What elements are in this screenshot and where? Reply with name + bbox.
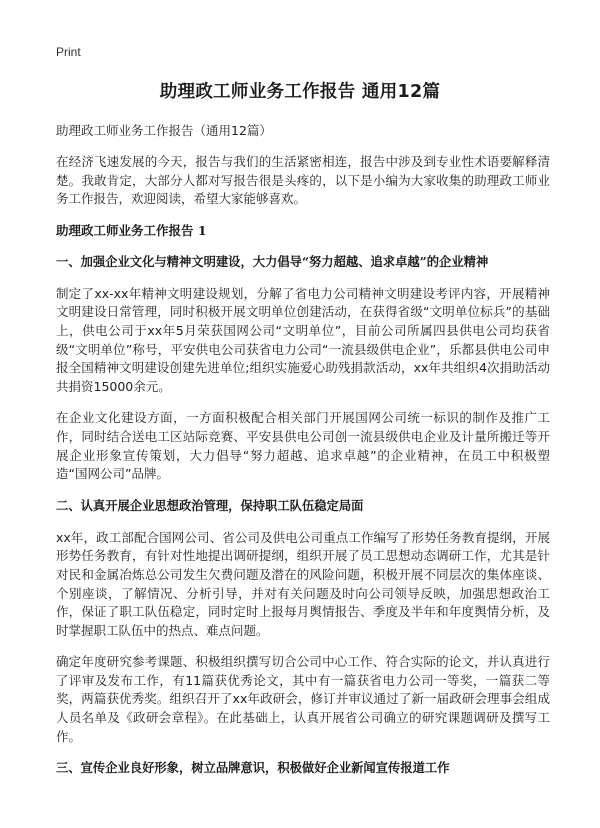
section-paragraph: 确定年度研究参考课题、积极组织撰写切合公司中心工作、符合实际的论文，并认真进行了评审及发布工作，有11篇获优秀论文，其中有一篇获省电力公司一等奖，一篇获二等奖，两篇获优秀奖。组织召开了xx年政研会，修订并审议通过了新一届政研会理事会组成人员名单及《政研会章程》。在此基础上，认真开展省公司确立的研究课题调研及撰写工作。 <box>56 654 550 744</box>
section-paragraph: 制定了xx-xx年精神文明建设规划，分解了省电力公司精神文明建设考评内容，开展精神文明建设日常管理，同时积极开展文明单位创建活动，在获得省级“文明单位标兵”的基础上，供电公司于xx年5月荣获国网公司“文明单位”，目前公司所属四县供电公司均获省级“文明单位”称号，平安供电公司获省电力公司“一流县级供电企业”，乐都县供电公司申报全国精神文明建设创建先进单位;组织实施爱心助残捐款活动，xx年共组织4次捐助活动共捐资15000余元。 <box>56 285 550 394</box>
section-paragraph: 在企业文化建设方面，一方面积极配合相关部门开展国网公司统一标识的制作及推广工作，同时结合送电工区站际竞赛、平安县供电公司创一流县级供电企业及计量所搬迁等开展企业形象宣传策划，大力倡导“努力超越、追求卓越”的企业精神，在员工中积极塑造“国网公司”品牌。 <box>56 410 550 482</box>
intro-paragraph: 在经济飞速发展的今天，报告与我们的生活紧密相连，报告中涉及到专业性术语要解释清楚。我敢肯定，大部分人都对写报告很是头疼的，以下是小编为大家收集的助理政工师业务工作报告，欢迎阅读，希望大家能够喜欢。 <box>56 154 550 207</box>
section-heading: 二、认真开展企业思想政治管理，保持职工队伍稳定局面 <box>56 497 364 513</box>
section-heading: 一、加强企业文化与精神文明建设，大力倡导“努力超越、追求卓越”的企业精神 <box>56 253 489 269</box>
report-heading: 助理政工师业务工作报告 1 <box>56 222 207 238</box>
section-heading: 三、宣传企业良好形象，树立品牌意识，积极做好企业新闻宣传报道工作 <box>56 760 450 776</box>
section-paragraph: xx年，政工部配合国网公司、省公司及供电公司重点工作编写了形势任务教育提纲，开展形势任务教育，有针对性地提出调研提纲，组织开展了员工思想动态调研工作，尤其是针对民和金属冶炼总公司发生欠费问题及潜在的风险问题，积极开展不同层次的集体座谈、个别座谈，了解情况、分析引导，并对有关问题及时向公司领导反映，加强思想政治工作，保证了职工队伍稳定，同时定时上报每月舆情报告、季度及半年和年度舆情分析，及时掌握职工队伍中的热点、难点问题。 <box>56 529 550 638</box>
page-title: 助理政工师业务工作报告 通用12篇 <box>159 82 441 102</box>
document-body <box>56 122 550 791</box>
section-1 <box>56 253 550 484</box>
document-subtitle: 助理政工师业务工作报告（通用12篇） <box>56 123 272 138</box>
section-2 <box>56 497 550 747</box>
section-3 <box>56 759 550 777</box>
print-link[interactable]: Print <box>56 45 81 59</box>
